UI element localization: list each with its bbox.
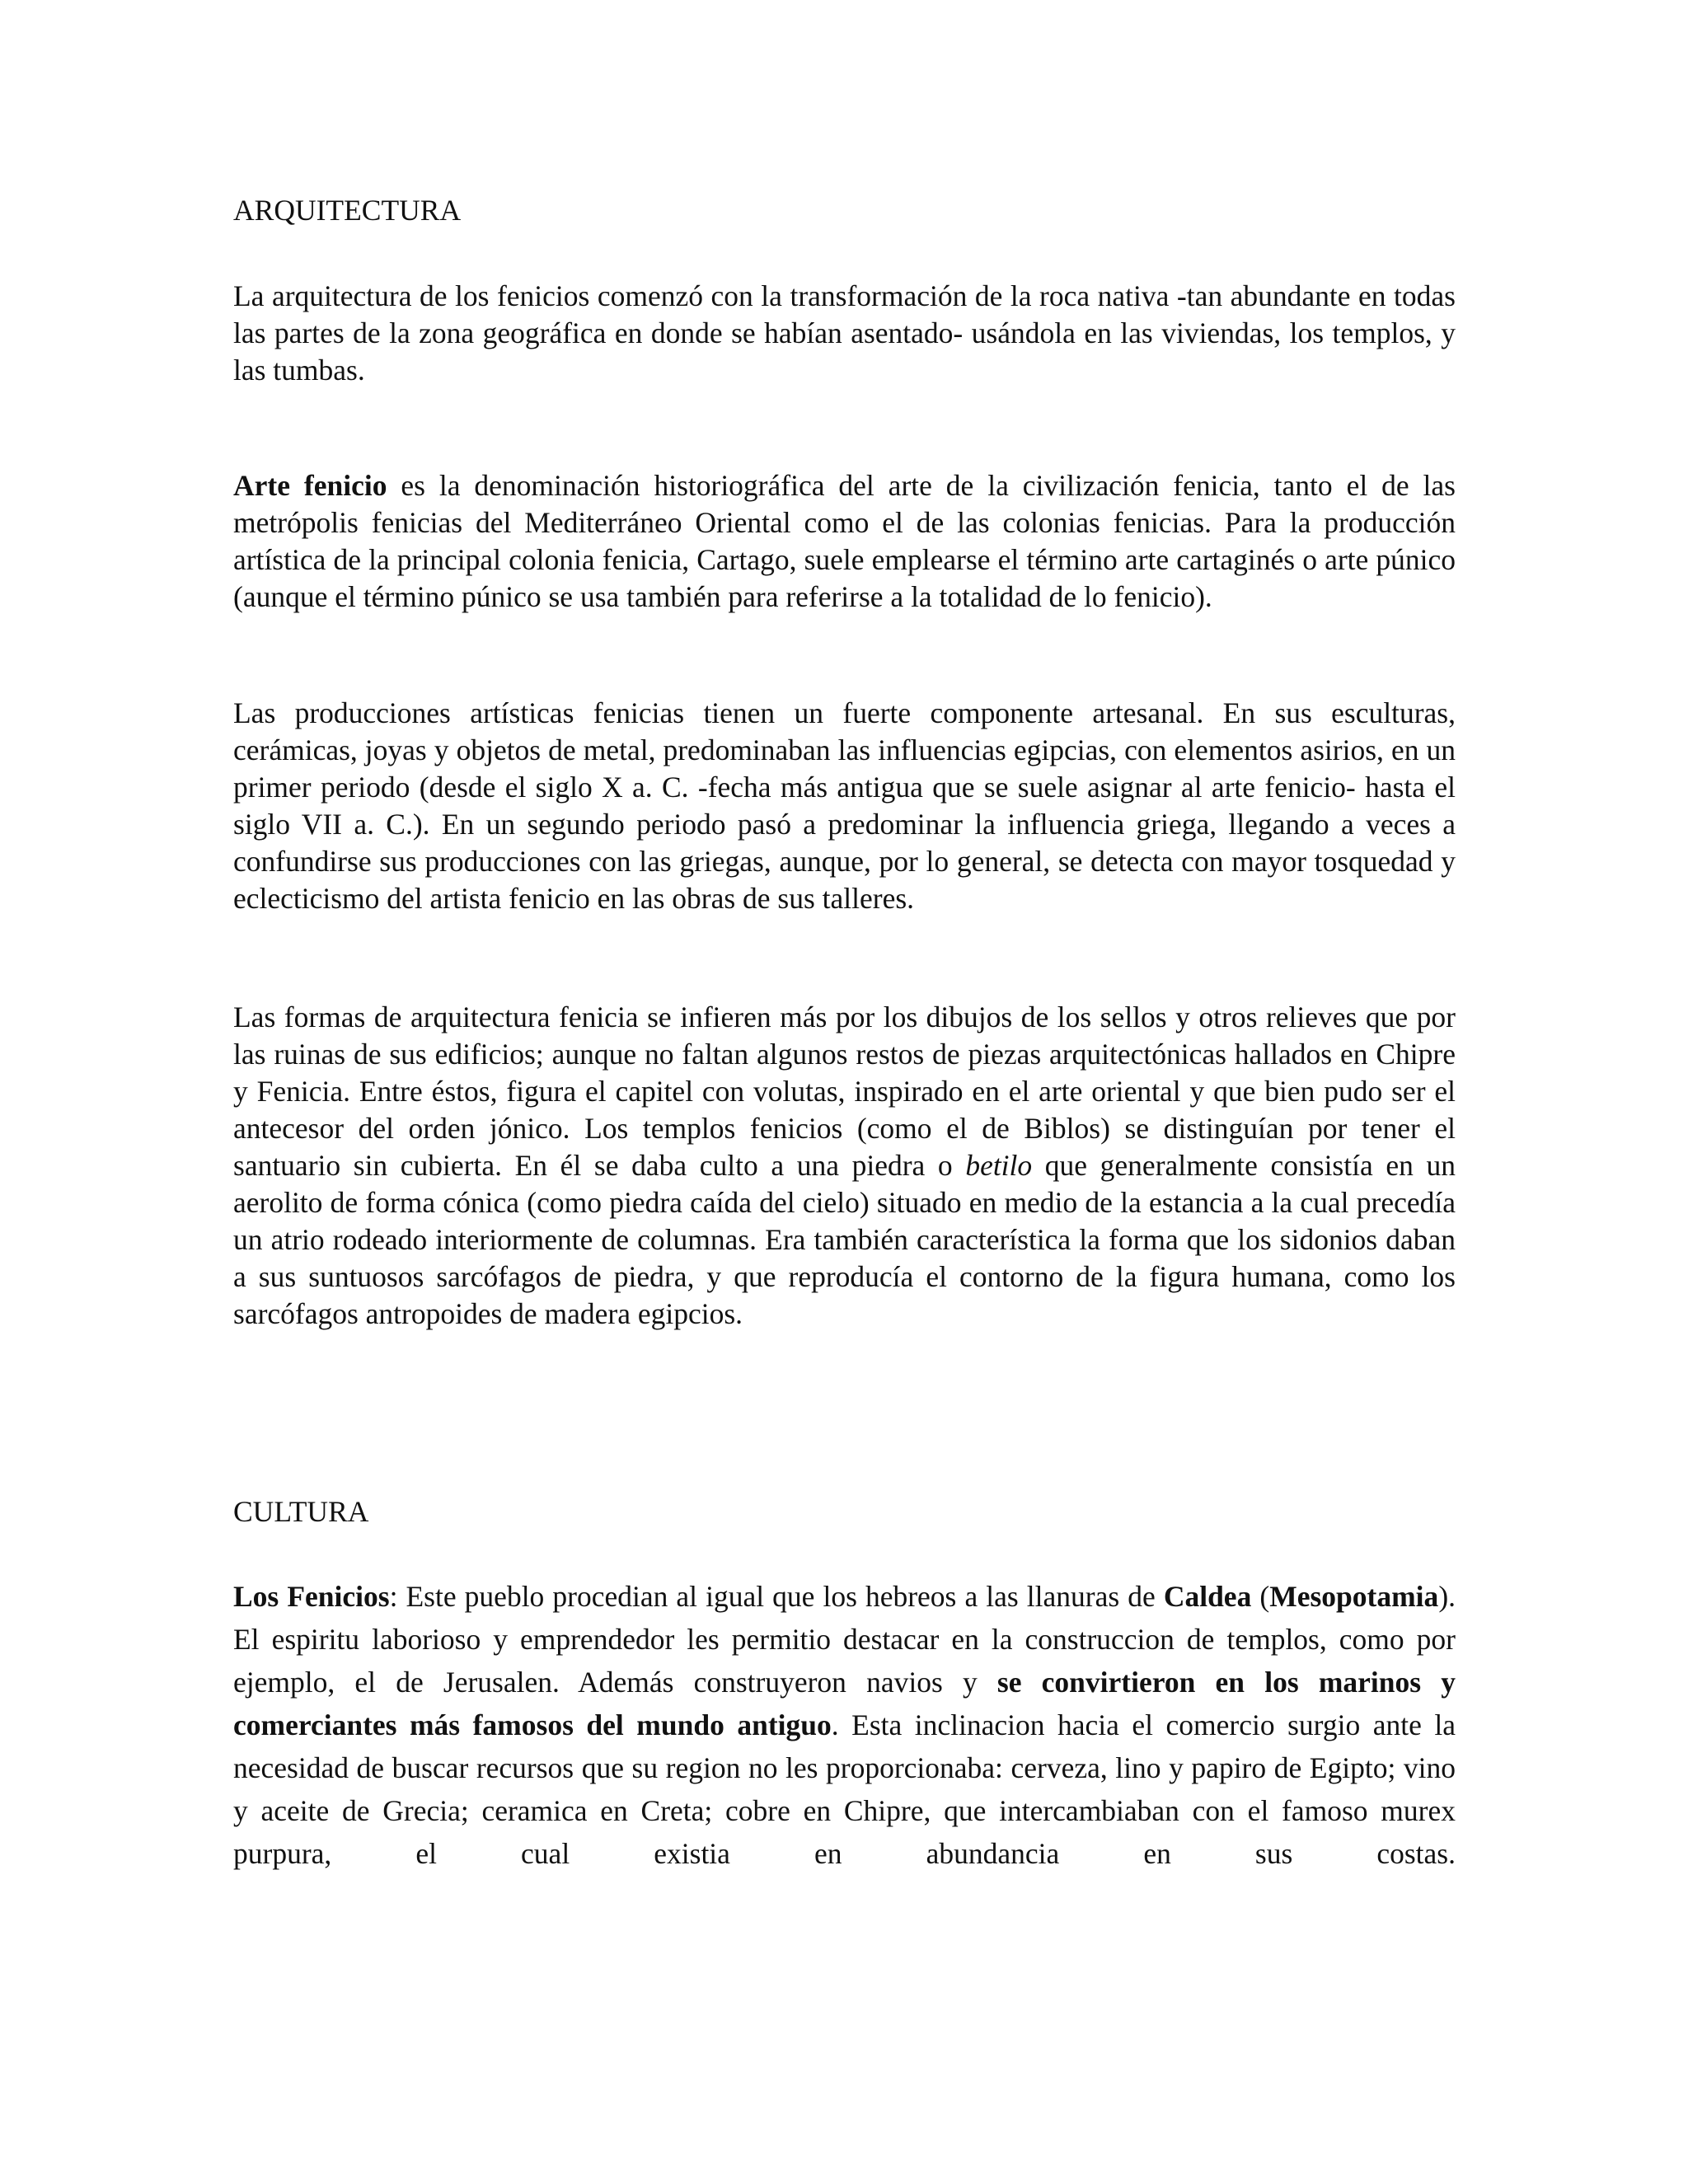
- bold-los-fenicios: Los Fenicios: [233, 1580, 390, 1613]
- bold-mesopotamia: Mesopotamia: [1269, 1580, 1439, 1613]
- fenicios-text-3: ). El espiritu laborioso y emprendedor les permitio destacar en la construccion de templos, como por ejemplo, el de Jerusalen. Además construyeron navios y: [233, 1580, 1456, 1699]
- formas-text-after: que generalmente consistía en un aerolito de forma cónica (como piedra caída del cielo) situado en medio de la estancia a la cual precedía un atrio rodeado interiormente de columnas. Era también característica la forma que los sidonios daban a sus suntuosos sarcófagos de piedra, y que reproducía el contorno de la figura humana, como los sarcófagos antropoides de madera egipcios.: [233, 1149, 1456, 1330]
- paragraph-arquitectura-intro: La arquitectura de los fenicios comenzó con la transformación de la roca nativa -tan abundante en todas las partes de la zona geográfica en donde se habían asentado- usándola en las viviendas, los templos, y las tumbas.: [233, 279, 1456, 387]
- paragraph-arte-fenicio: [233, 467, 1456, 616]
- heading-cultura: CULTURA: [233, 1495, 369, 1528]
- bold-caldea: Caldea: [1163, 1580, 1252, 1613]
- fenicios-text-4: . Esta inclinacion hacia el comercio surgio ante la necesidad de buscar recursos que su region no les proporcionaba: cerveza, lino y papiro de Egipto; vino y aceite de Grecia; ceramica en Creta; cobre en Chipre, que intercambiaban con el famoso murex purpura, el cual existia en abundancia en sus costas.: [233, 1708, 1456, 1870]
- bold-arte-fenicio: Arte fenicio: [233, 469, 387, 502]
- heading-arquitectura: ARQUITECTURA: [233, 194, 462, 227]
- paragraph-producciones-artisticas: Las producciones artísticas fenicias tienen un fuerte componente artesanal. En sus esculturas, cerámicas, joyas y objetos de metal, predominaban las influencias egipcias, con elementos asirios, en un primer periodo (desde el siglo X a. C. -fecha más antigua que se suele asignar al arte fenicio- hasta el siglo VII a. C.). En un segundo periodo pasó a predominar la influencia griega, llegando a veces a confundirse sus producciones con las griegas, aunque, por lo general, se detecta con mayor tosquedad y eclecticismo del artista fenicio en las obras de sus talleres.: [233, 696, 1456, 915]
- arte-fenicio-text: es la denominación historiográfica del arte de la civilización fenicia, tanto el de las metrópolis fenicias del Mediterráneo Oriental como el de las colonias fenicias. Para la producción artística de la principal colonia fenicia, Cartago, suele emplearse el término arte cartaginés o arte púnico (aunque el término púnico se usa también para referirse a la totalidad de lo fenicio).: [233, 469, 1456, 613]
- italic-betilo: betilo: [965, 1149, 1033, 1182]
- paragraph-formas-arquitectura: [233, 999, 1456, 1333]
- fenicios-text-2: (: [1251, 1580, 1270, 1613]
- bold-marinos-comerciantes: se convirtieron en los marinos y comerciantes más famosos del mundo antiguo: [233, 1666, 1456, 1741]
- formas-text-before: Las formas de arquitectura fenicia se infieren más por los dibujos de los sellos y otros relieves que por las ruinas de sus edificios; aunque no faltan algunos restos de piezas arquitectónicas hallados en Chipre y Fenicia. Entre éstos, figura el capitel con volutas, inspirado en el arte oriental y que bien pudo ser el antecesor del orden jónico. Los templos fenicios (como el de Biblos) se distinguían por tener el santuario sin cubierta. En él se daba culto a una piedra o: [233, 1001, 1456, 1182]
- fenicios-text-1: : Este pueblo procedian al igual que los hebreos a las llanuras de: [389, 1580, 1164, 1613]
- paragraph-los-fenicios: [233, 1575, 1456, 1875]
